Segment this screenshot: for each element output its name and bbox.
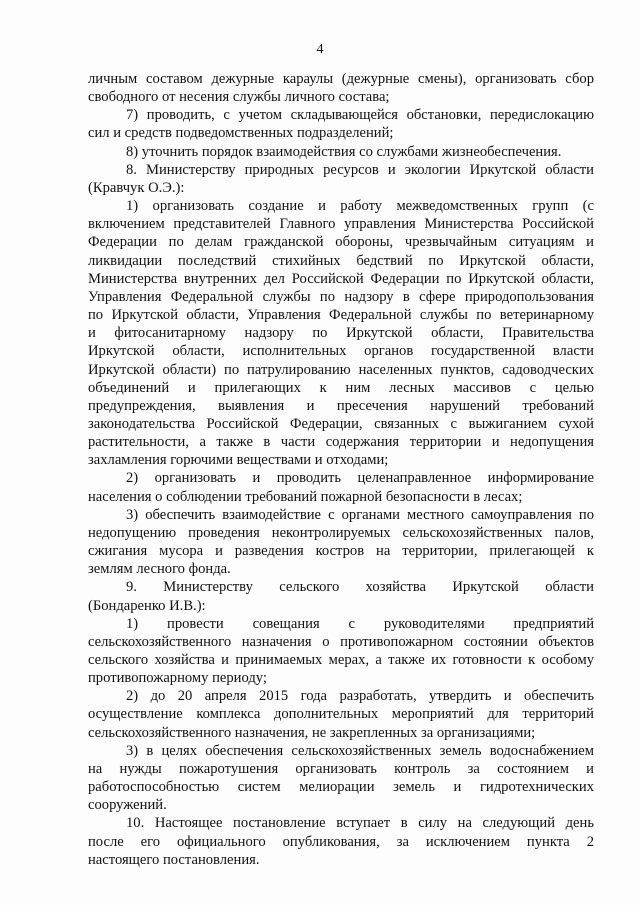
text-line: (Бондаренко И.В.): [88,597,206,614]
text-line: землям лесного фонда. [88,561,231,578]
text-line: сельского хозяйства и принимаемых мерах, а также их готовности к особому [88,652,594,668]
paragraph [88,70,594,106]
text-line: противопожарному периоду; [88,670,267,687]
text-line: 1) организовать создание и работу межведомственных групп (с [126,198,594,215]
text-line: по Иркутской области, Управления Федеральной службы по ветеринарному [88,307,594,324]
text-line: объединений и прилегающих к ним лесных массивов с целью [88,379,594,396]
text-line: захламления горючими веществами и отходами; [88,452,389,469]
text-line: Управления Федеральной службы по надзору в сфере природопользования [88,288,594,305]
text-line: 3) обеспечить взаимодействие с органами местного самоуправления по [126,506,594,523]
text-line: (Кравчук О.Э.): [88,179,185,196]
text-line: 1) провести совещания с руководителями предприятий [126,615,594,632]
paragraph [88,143,594,161]
text-line: 2) организовать и проводить целенаправленное информирование [126,470,594,487]
text-line: 8) уточнить порядок взаимодействия со службами жизнеобеспечения. [126,143,562,160]
paragraph [88,197,594,469]
text-line: 7) проводить, с учетом складывающейся обстановки, передислокацию [126,107,594,124]
text-line: сооружений. [88,797,167,814]
paragraph [88,469,594,505]
text-line: 10. Настоящее постановление вступает в силу на следующий день [126,815,594,832]
text-line: сельскохозяйственного назначения о противопожарном состоянии объектов [88,633,594,650]
paragraph [88,578,594,614]
page-number: 4 [316,42,324,57]
paragraph [88,161,594,197]
text-line: сельскохозяйственного назначения, не закрепленных за организациями; [88,724,536,741]
text-line: на нужды пожаротушения организовать контроль за состоянием и [88,760,594,777]
text-line: населения о соблюдении требований пожарной безопасности в лесах; [88,488,523,505]
text-line: настоящего постановления. [88,851,260,868]
text-line: после его официального опубликования, за исключением пункта 2 [88,833,594,850]
text-line: 3) в целях обеспечения сельскохозяйственных земель водоснабжением [126,742,594,759]
text-line: предупреждения, выявления и пресечения нарушений требований [88,397,594,414]
text-line: сил и средств подведомственных подразделений; [88,125,394,142]
text-line: 9. Министерству сельского хозяйства Иркутской области [126,579,594,596]
text-line: Иркутской области) по патрулированию населенных пунктов, садоводческих [88,361,594,378]
text-line: и фитосанитарному надзору по Иркутской области, Правительства [88,325,594,342]
text-line: работоспособностью систем мелиорации земель и гидротехнических [88,779,594,796]
paragraph [88,506,594,579]
paragraph [88,742,594,815]
text-line: Федерации по делам гражданской обороны, чрезвычайным ситуациям и [88,234,594,251]
paragraph [88,814,594,868]
document-body [88,70,594,869]
paragraph [88,106,594,142]
text-line: осуществление комплекса дополнительных мероприятий для территорий [88,706,594,723]
text-line: ликвидации последствий стихийных бедствий по Иркутской области, [88,252,594,269]
text-line: личным составом дежурные караулы (дежурные смены), организовать сбор [88,71,594,87]
text-line: недопущению проведения неконтролируемых сельскохозяйственных палов, [88,524,594,541]
text-line: сжигания мусора и разведения костров на территории, прилегающей к [88,543,594,560]
text-line: Иркутской области, исполнительных органов государственной власти [88,343,594,360]
text-line: 2) до 20 апреля 2015 года разработать, утвердить и обеспечить [126,688,594,705]
paragraph [88,687,594,741]
text-line: растительности, а также в части содержания территории и недопущения [88,434,594,451]
text-line: свободного от несения службы личного состава; [88,89,390,106]
paragraph [88,615,594,688]
text-line: 8. Министерству природных ресурсов и экологии Иркутской области [126,161,594,178]
text-line: законодательства Российской Федерации, связанных с выжиганием сухой [88,415,594,432]
text-line: включением представителей Главного управления Министерства Российской [88,216,594,233]
text-line: Министерства внутренних дел Российской Федерации по Иркутской области, [88,270,594,287]
